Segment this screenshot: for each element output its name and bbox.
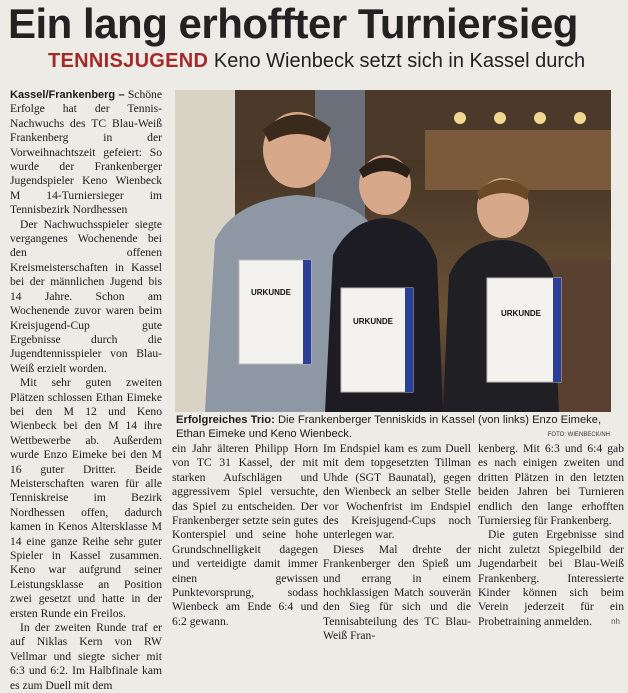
caption-text: Die Frankenberger Tenniskids in Kassel (von links) Enzo Eimeke, Ethan Eimeke und Keno Wienbeck. [176, 414, 602, 440]
photo-illustration [175, 90, 611, 412]
photo-caption [176, 414, 610, 441]
certificate-middle [341, 288, 413, 392]
photo-credit: FOTO: WIENBECK/NH [547, 432, 610, 438]
paragraph: Der Nachwuchsspieler siegte vergangenes Wochenende bei den offenen Kreismeisterschaften in Kassel bei der männlichen Jugend bis 14 Jahre. Schon am Wochenende zuvor waren beim Kreisjugend-Cup gute Ergebnisse durch die Jugendtennisspieler von Blau-Weiß erzielt worden. [10, 217, 162, 375]
paragraph: ein Jahr älteren Philipp Horn von TC 31 Kassel, der mit starken Aufschlägen und aggressivem Spiel versuchte, das Spiel zu entscheiden. Der Frankenberger setzte sein gutes Konterspiel und seine hohe Grundschnelligkeit dagegen und verteidigte damit immer einen gewissen Punktevorsprung, sodass Wienbeck am Ende 6:4 und 6:2 gewann. [172, 442, 318, 628]
article-column-4 [478, 442, 624, 629]
paragraph: Dieses Mal drehte der Frankenberger den Spieß um und errang in einem hochklassigen Match souverän den Sieg für sich und die Tennisabteilung des TC Blau-Weiß Fran- [323, 542, 471, 643]
paragraph: Die guten Ergebnisse sind nicht zuletzt Spiegelbild der Jugendarbeit bei Blau-Weiß Frankenberg. Interessierte Kinder können sich beim Verein jederzeit für ein Probetraining anmelden. [478, 528, 624, 628]
dateline: Kassel/Frankenberg – [10, 89, 125, 101]
paragraph-text: Schöne Erfolge hat der Tennis-Nachwuchs des TC Blau-Weiß Frankenberg in der Vorweihnachtszeit gefeiert: So wurde der Frankenberger Jugendspieler Keno Wienbeck M 14-Turniersieger im Tennisbezirk Nordhessen [10, 88, 162, 217]
author-initials: nh [611, 617, 620, 626]
article-column-2 [172, 442, 318, 629]
certificate-label: URKUNDE [251, 288, 291, 297]
paragraph [10, 88, 162, 218]
paragraph: kenberg. Mit 6:3 und 6:4 gab es nach einigen zweiten und dritten Plätzen in den letzten beiden Jahren bei Turnieren endlich den lange erhofften Turniersieg für Frankenberg. [478, 442, 624, 528]
kicker [48, 50, 585, 73]
article-column-1 [10, 88, 162, 693]
headline: Ein lang erhoffter Turniersieg [8, 0, 578, 47]
kicker-topic: TENNISJUGEND [48, 50, 209, 72]
certificate-label: URKUNDE [353, 317, 393, 326]
certificate-label: URKUNDE [501, 309, 541, 318]
article-column-3 [323, 442, 471, 644]
paragraph: Im Endspiel kam es zum Duell mit dem topgesetzten Tillman Uhde (SGT Baunatal), gegen den Wienbeck an selber Stelle vor Wochenfrist im Endspiel des Kreisjugend-Cups noch unterlegen war. [323, 442, 471, 542]
paragraph: Mit sehr guten zweiten Plätzen schlossen Ethan Eimeke bei den M 12 und Keno Wienbeck bei den M 14 ihre Wettbewerbe ab. Außerdem wurde Enzo Eimeke bei den M 16 guter Dritter. Beide Meisterschaften waren für alle Tenniskreise im Bezirk Nordhessen offen, dadurch kamen in Kenos Altersklasse M 14 eine ganze Reihe sehr guter Spieler in Kassel zusammen. Keno war aufgrund seiner Leistungsklasse an Position zwei gesetzt und hatte in der ersten Runde ein Freilos. [10, 376, 162, 620]
certificate-left [239, 260, 311, 364]
kicker-text: Keno Wienbeck setzt sich in Kassel durch [213, 50, 586, 72]
paragraph: In der zweiten Runde traf er auf Niklas Kern von RW Vellmar und siegte sicher mit 6:3 und 6:2. Im Halbfinale kam es zum Duell mit dem [10, 621, 162, 692]
caption-lead: Erfolgreiches Trio: [176, 414, 275, 426]
certificate-right [487, 278, 561, 382]
team-photo [175, 90, 611, 412]
